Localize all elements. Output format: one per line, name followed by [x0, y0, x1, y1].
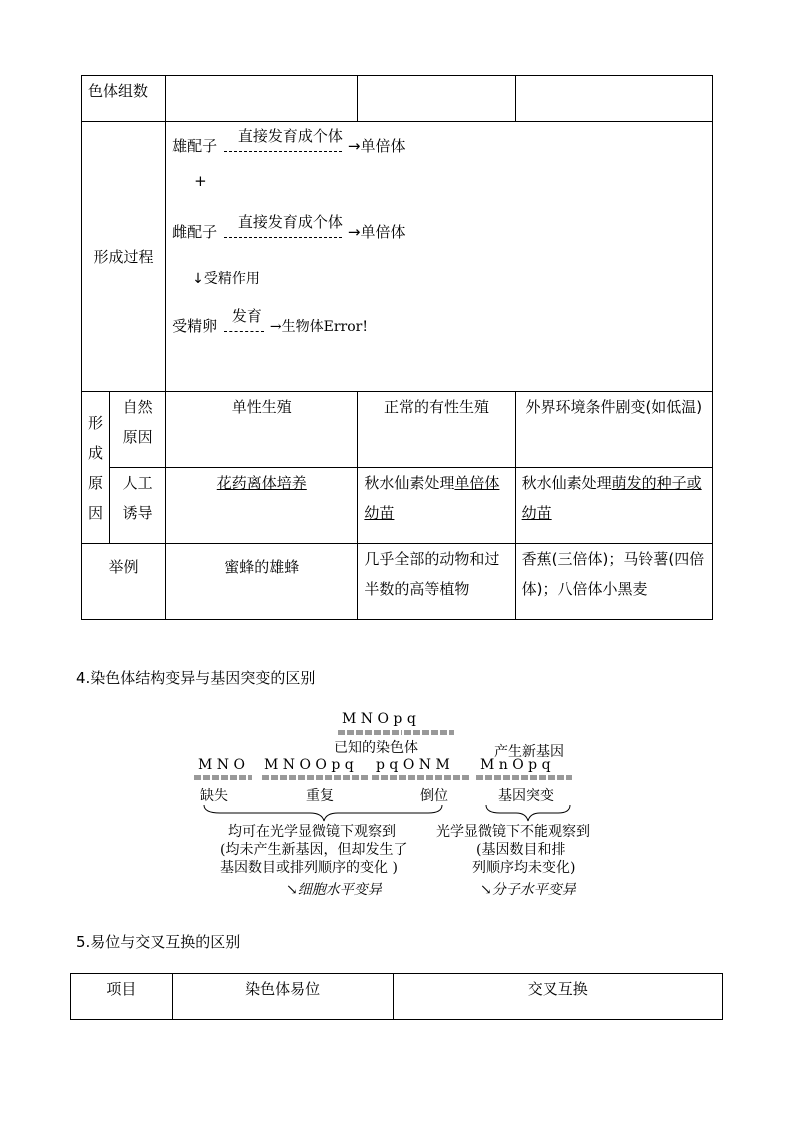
ploidy-table — [81, 75, 713, 620]
note-right-2: (基因数目和排 — [476, 842, 566, 858]
inversion-sequence: p q O N M — [376, 757, 450, 773]
example-label: 举例 — [82, 544, 166, 620]
mutation-sequence: M n O p q — [480, 757, 551, 773]
artificial-diploid: 秋水仙素处理单倍体幼苗 — [358, 468, 515, 544]
natural-diploid: 正常的有性生殖 — [358, 392, 515, 468]
note-left-2: (均未产生新基因，但却发生了 — [220, 842, 408, 858]
duplication-sequence: M N O O p q — [264, 757, 354, 773]
new-gene-label: 产生新基因 — [494, 744, 564, 760]
duplication-chromosome — [262, 775, 368, 780]
develop-arrow: 直接发育成个体 — [224, 222, 346, 244]
example-polyploid: 香蕉(三倍体)；马铃薯(四倍体)；八倍体小黑麦 — [515, 544, 712, 620]
known-chromosome — [338, 730, 402, 735]
deletion-label: 缺失 — [200, 788, 228, 804]
female-gamete-line: 雌配子 直接发育成个体 →单倍体 — [172, 214, 706, 250]
known-sequence: M N O p q — [342, 711, 416, 727]
plus-sign: + — [194, 172, 207, 190]
formation-process-content — [166, 122, 713, 392]
cell-empty — [166, 76, 358, 122]
note-left-1: 均可在光学显微镜下观察到 — [228, 824, 396, 840]
natural-cause-label: 自然原因 — [110, 392, 166, 468]
duplication-label: 重复 — [306, 788, 334, 804]
header-crossing-over: 交叉互换 — [393, 974, 722, 1020]
cell-empty — [515, 76, 712, 122]
male-gamete-line: 雄配子 直接发育成个体 →单倍体 — [172, 128, 706, 164]
natural-polyploid: 外界环境条件剧变(如低温) — [515, 392, 712, 468]
section-4-title: 4.染色体结构变异与基因突变的区别 — [76, 669, 316, 687]
deletion-sequence: M N O — [198, 757, 245, 773]
section-5-title: 5.易位与交叉互换的区别 — [76, 933, 241, 951]
zygote-line: 受精卵 发育 →生物体Error! — [172, 308, 706, 344]
note-left-3: 基因数目或排列顺序的变化 ) — [220, 860, 398, 876]
inversion-label: 倒位 — [420, 788, 448, 804]
header-item: 项目 — [71, 974, 173, 1020]
known-chromosome — [404, 730, 454, 735]
translocation-table — [70, 973, 723, 1020]
note-right-3: 列顺序均未变化) — [472, 860, 576, 876]
artificial-cause-label: 人工诱导 — [110, 468, 166, 544]
chromosome-sets-label: 色体组数 — [82, 76, 166, 122]
deletion-chromosome — [194, 775, 252, 780]
artificial-polyploid: 秋水仙素处理萌发的种子或幼苗 — [515, 468, 712, 544]
formation-cause-label: 形 成 原 因 — [82, 392, 110, 544]
natural-haploid: 单性生殖 — [166, 392, 358, 468]
known-label: 已知的染色体 — [334, 740, 418, 756]
mutation-label: 基因突变 — [498, 788, 554, 804]
chromosome-variation-diagram — [190, 705, 610, 905]
note-right-1: 光学显微镜下不能观察到 — [436, 824, 590, 840]
note-right-4: ↘分子水平变异 — [480, 882, 576, 898]
header-translocation: 染色体易位 — [172, 974, 393, 1020]
develop-arrow: 发育 — [224, 316, 268, 338]
example-diploid: 几乎全部的动物和过半数的高等植物 — [358, 544, 515, 620]
formation-process-label: 形成过程 — [82, 122, 166, 392]
cell-empty — [358, 76, 515, 122]
note-left-4: ↘细胞水平变异 — [286, 882, 382, 898]
example-haploid: 蜜蜂的雄蜂 — [166, 544, 358, 620]
fertilization-arrow: ↓受精作用 — [192, 271, 260, 287]
inversion-chromosome — [372, 775, 470, 780]
develop-arrow: 直接发育成个体 — [224, 136, 346, 158]
artificial-haploid: 花药离体培养 — [166, 468, 358, 544]
mutation-chromosome — [476, 775, 572, 780]
